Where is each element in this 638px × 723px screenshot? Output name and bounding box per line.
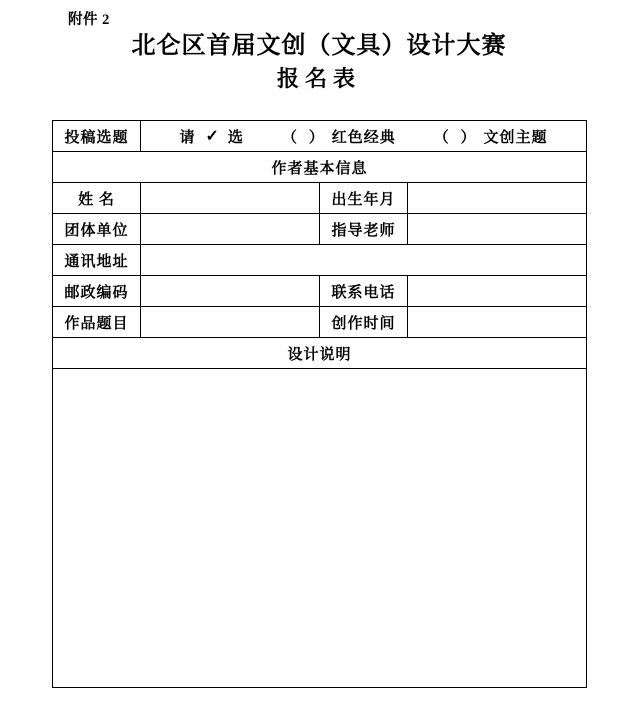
- field-group-unit[interactable]: [141, 214, 320, 245]
- form-container: [52, 120, 586, 688]
- field-mailing-address[interactable]: [141, 245, 587, 276]
- label-contact-phone: 联系电话: [320, 276, 408, 307]
- page-subtitle: 报名表: [276, 66, 361, 91]
- table-row-design-body: [53, 369, 587, 688]
- label-name: 姓 名: [53, 183, 141, 214]
- design-description-text[interactable]: [53, 369, 586, 687]
- registration-table: [52, 120, 587, 688]
- label-submission-topic: 投稿选题: [53, 121, 141, 152]
- field-contact-phone[interactable]: [408, 276, 587, 307]
- label-birth-date: 出生年月: [320, 183, 408, 214]
- table-row: [53, 245, 587, 276]
- section-header-design-description: 设计说明: [53, 338, 587, 369]
- option-red-classic-checkbox[interactable]: （ ）: [281, 129, 328, 146]
- table-row: [53, 214, 587, 245]
- table-row: [53, 276, 587, 307]
- field-name[interactable]: [141, 183, 320, 214]
- field-creation-date[interactable]: [408, 307, 587, 338]
- field-instructor[interactable]: [408, 214, 587, 245]
- label-postal-code: 邮政编码: [53, 276, 141, 307]
- topic-ask-text: 请: [179, 129, 198, 146]
- label-work-title: 作品题目: [53, 307, 141, 338]
- table-row-section-author: [53, 152, 587, 183]
- section-header-author-info: 作者基本信息: [53, 152, 587, 183]
- table-row-section-design: [53, 338, 587, 369]
- table-row-topic: [53, 121, 587, 152]
- table-row: [53, 183, 587, 214]
- label-instructor: 指导老师: [320, 214, 408, 245]
- field-design-description[interactable]: [53, 369, 587, 688]
- field-work-title[interactable]: [141, 307, 320, 338]
- page-title: 北仑区首届文创（文具）设计大赛: [131, 33, 507, 59]
- option-cultural-creative-checkbox[interactable]: （ ）: [433, 129, 480, 146]
- option-red-classic-label: 红色经典: [331, 129, 396, 146]
- label-group-unit: 团体单位: [53, 214, 141, 245]
- check-icon: ✓: [205, 128, 220, 145]
- label-creation-date: 创作时间: [320, 307, 408, 338]
- field-birth-date[interactable]: [408, 183, 587, 214]
- field-postal-code[interactable]: [141, 276, 320, 307]
- submission-topic-options[interactable]: [141, 121, 587, 152]
- label-mailing-address: 通讯地址: [53, 245, 141, 276]
- attachment-label: 附件 2: [68, 12, 110, 28]
- option-cultural-creative-label: 文创主题: [483, 129, 548, 146]
- topic-select-text: 选: [227, 129, 244, 146]
- table-row: [53, 307, 587, 338]
